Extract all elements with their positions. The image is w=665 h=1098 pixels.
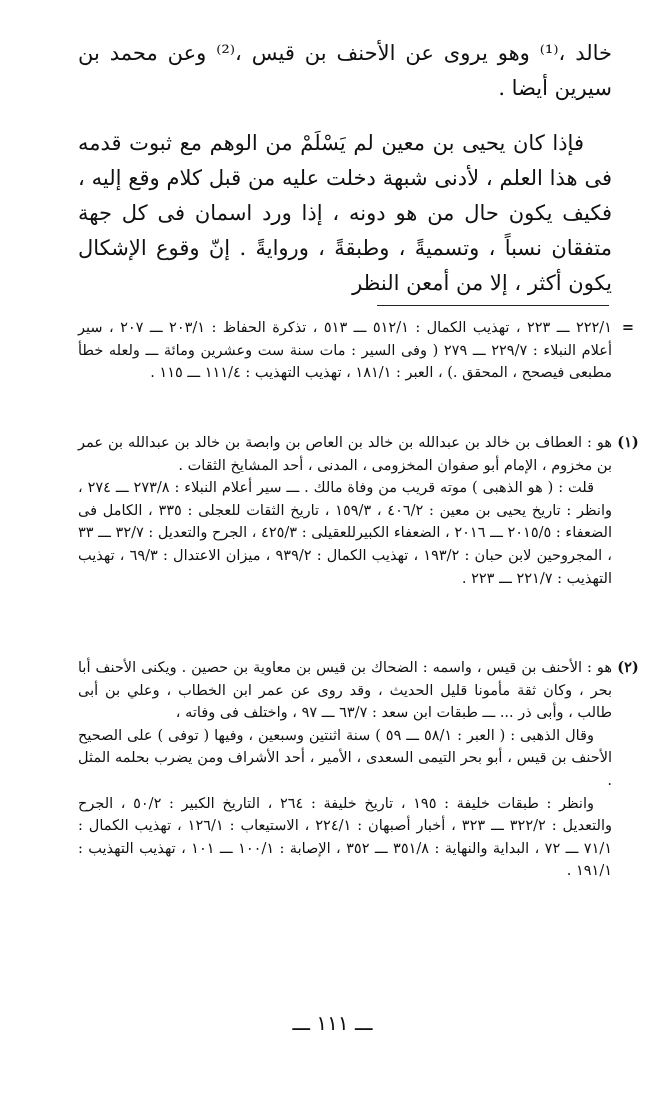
continuation-mark: = (621, 319, 635, 336)
footnote-2 (78, 657, 639, 883)
footnote-number: (٢) (617, 659, 639, 676)
footnote-number: (١) (617, 434, 639, 451)
body-paragraph-1 (78, 36, 612, 106)
footnote-text: قلت : ( هو الذهبى ) موته قريب من وفاة مالك . ـــ سير أعلام النبلاء : ٢٧٣/٨ ـــ ٢٧٤ ، وانظر : تاريخ يحيى بن معين : ٤٠٦/٢ ، ١٥٩/٣ ، تاريخ الثقات للعجلى : ٣٣٥ ، الكامل فى الضعفاء : ٢٠١٥/٥ ـــ ٢٠١٦ ، الضعفاء الكبيرللعقيلى : ٤٢٥/٣ ، الجرح والتعديل : ٣٢/٧ ـــ ٣٣ ، المجروحين لابن حبان : ١٩٣/٢ ، تهذيب الكمال : ٩٣٩/٢ ، ميزان الاعتدال : ٦٩/٣ ، تهذيب التهذيب : ٢٢١/٧ ـــ ٢٢٣ . (78, 480, 612, 587)
paragraph-text: فإذا كان يحيى بن معين لم يَسْلَمْ من الوهم مع ثبوت قدمه فى هذا العلم ، لأدنى شبهة دخلت عليه من قبل كلام وقع إليه ، فكيف يكون حال من هو دونه ، إذا ورد اسمان فى كل جهة متفقان نسباً ، وتسميةً ، وطبقةً ، وروايةً . إنّ وقوع الإشكال يكون أكثر ، إلا من أمعن النظر (78, 131, 612, 295)
paragraph-text: خالد ،⁽¹⁾ وهو يروى عن الأحنف بن قيس ،⁽²⁾ وعن محمد بن سيرين أيضا . (78, 41, 612, 100)
footnote-text: هو : الأحنف بن قيس ، واسمه : الضحاك بن قيس بن معاوية بن حصين . ويكنى الأحنف أبا بحر ، وكان ثقة مأمونا قليل الحديث ، وقد روى عن عمر ابن الخطاب ، وعلي بن أبى طالب ، وأبى ذر ... ـــ طبقات ابن سعد : ٦٣/٧ ـــ ٩٧ ، واختلف فى وفاته ، (78, 660, 612, 722)
footnote-text: وقال الذهبى : ( العبر : ٥٨/١ ـــ ٥٩ ) سنة اثنتين وسبعين ، وفيها ( توفى ) على الصحيح الأحنف بن قيس ، أبو بحر التيمى السعدى ، الأمير ، أحد الأشراف ومن يضرب بحلمه المثل . (78, 727, 612, 789)
page-number: ـــ ١١١ ـــ (292, 1011, 373, 1035)
footnote-1 (78, 432, 639, 590)
body-paragraph-2 (78, 126, 612, 301)
footnote-continued (78, 317, 635, 385)
footnote-text: هو : العطاف بن خالد بن عبدالله بن خالد بن العاص بن وابصة بن خالد بن عبدالله بن عمر بن مخزوم ، الإمام أبو صفوان المخزومى ، المدنى ، أحد المشايخ الثقات . (78, 435, 612, 474)
footnote-text: ٢٢٢/١ ـــ ٢٢٣ ، تهذيب الكمال : ٥١٢/١ ـــ ٥١٣ ، تذكرة الحفاظ : ٢٠٣/١ ـــ ٢٠٧ ، سير أعلام النبلاء : ٢٢٩/٧ ـــ ٢٧٩ ( وفى السير : مات سنة ست وعشرين ومائة ـــ ولعله خطأ مطبعى فيصحح ، المحقق .) ، العبر : ١٨١/١ ، تهذيب التهذيب : ١١١/٤ ـــ ١١٥ . (78, 320, 612, 382)
footnote-separator (377, 305, 609, 306)
footnote-text: وانظر : طبقات خليفة : ١٩٥ ، تاريخ خليفة : ٢٦٤ ، التاريخ الكبير : ٥٠/٢ ، الجرح والتعديل : ٣٢٢/٢ ـــ ٣٢٣ ، أخبار أصبهان : ٢٢٤/١ ، الاستيعاب : ١٢٦/١ ، تهذيب الكمال : ٧١/١ ـــ ٧٢ ، البداية والنهاية : ٣٥١/٨ ـــ ٣٥٢ ، الإصابة : ١٠٠/١ ـــ ١٠١ ، تهذيب التهذيب : ١٩١/١ . (78, 795, 613, 880)
